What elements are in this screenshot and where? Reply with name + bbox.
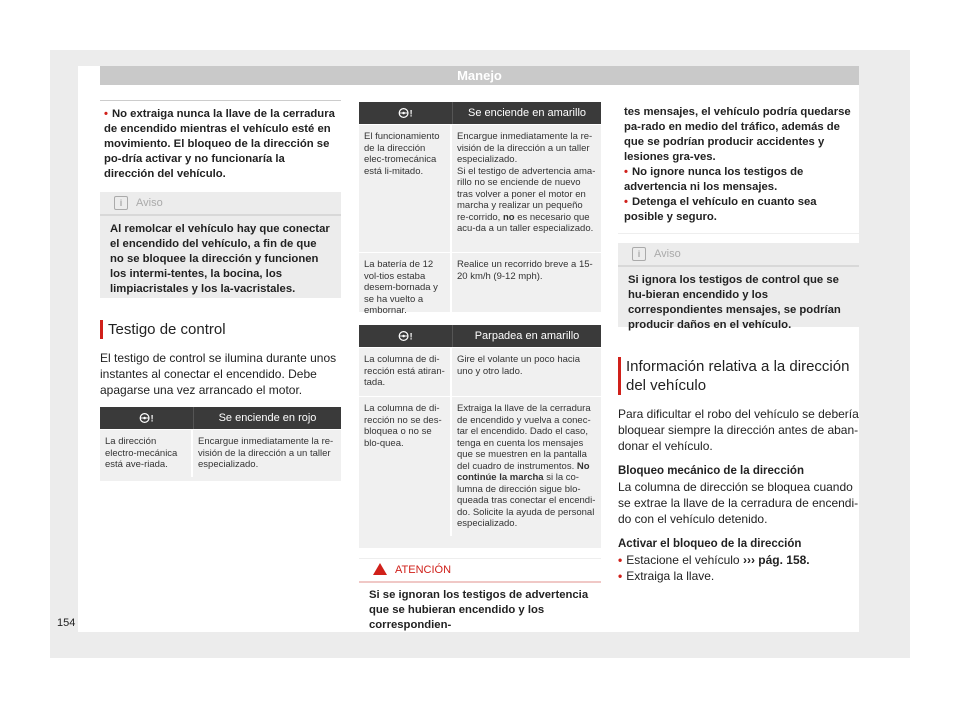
table-header <box>359 325 601 347</box>
paragraph-text: La columna de dirección se bloquea cuando se extrae la llave de la cerradura de encendi-do con el vehículo detenido. <box>618 480 859 526</box>
table-row <box>100 429 341 477</box>
warning-item: • No extraiga nunca la llave de la cerradura de encendido mientras el vehículo esté en movimiento. El bloqueo de la dirección se po-dría activar y no funcionaría la dirección del vehículo. <box>104 108 335 180</box>
table-row <box>359 396 601 536</box>
table-header-icon-cell <box>100 407 194 429</box>
table-cell-cause: La columna de di-rección no se des-bloquea o no se blo-quea. <box>359 397 452 536</box>
table-header-icon-cell <box>359 102 453 124</box>
notice-box-1 <box>100 192 341 298</box>
table-header-label: Se enciende en rojo <box>218 412 317 424</box>
atencion-box <box>359 558 601 631</box>
table-cell-cause: La dirección electro-mecánica está ave-riada. <box>100 430 193 477</box>
subheading-activar: Activar el bloqueo de la dirección <box>618 538 802 550</box>
table-row <box>359 347 601 396</box>
table-amber <box>359 102 601 316</box>
page-reference-link[interactable]: ››› pág. 158. <box>742 553 810 567</box>
svg-text:!: ! <box>409 331 413 342</box>
steering-warning-icon <box>398 106 414 120</box>
notice-box-2 <box>618 243 859 331</box>
notice-label: Aviso <box>654 248 681 260</box>
warning-item: • Detenga el vehículo en cuanto sea posible y seguro. <box>624 196 817 223</box>
action-text: Encargue inmediatamente la re-visión de la dirección a un taller especializado. <box>457 131 593 165</box>
notice-label: Aviso <box>136 197 163 209</box>
page-number: 154 <box>57 617 76 629</box>
section-title-text: Testigo de control <box>108 321 226 338</box>
info-icon: i <box>114 196 128 210</box>
section-title-text: Información relativa a la dirección del vehículo <box>626 358 850 394</box>
atencion-text: Si se ignoran los testigos de advertencia que se hubieran encendido y los correspondien- <box>369 589 589 631</box>
warning-box-continued-2 <box>618 100 859 234</box>
notice-header <box>618 243 859 267</box>
notice-text: Si ignora los testigos de control que se hu-bieran encendido y los correspondientes mensajes, se podrían producir daños en el vehículo. <box>628 274 841 331</box>
table-header <box>100 407 341 429</box>
table-cell-action <box>452 397 601 536</box>
table-header-label: Se enciende en amarillo <box>467 107 587 119</box>
paragraph-direccion <box>618 406 859 584</box>
table-row <box>359 252 601 323</box>
table-cell-cause: El funcionamiento de la dirección elec-tromecánica está li-mitado. <box>359 125 452 252</box>
notice-text: Al remolcar el vehículo hay que conectar el encendido del vehículo, a fin de que no se bloquee la dirección y funcionen los intermi-tentes, la bocina, los limpiacristales y los la-vacristales. <box>110 223 330 295</box>
page-header: Manejo <box>100 66 859 85</box>
atencion-label: ATENCIÓN <box>395 564 452 576</box>
table-header <box>359 102 601 124</box>
action-text: Si el testigo de advertencia ama-rillo no se enciende de nuevo tras volver a poner el motor en marcha y realizar un pequeño re-corrido, <box>457 165 596 223</box>
notice-header <box>100 192 341 216</box>
section-marker <box>618 357 621 395</box>
action-text: es necesario que acu-da a un taller especializado. <box>457 211 594 234</box>
steering-warning-icon <box>398 329 414 343</box>
action-emphasis: no <box>502 211 515 223</box>
step-text: Extraiga la llave. <box>626 569 715 583</box>
paragraph-testigo: El testigo de control se ilumina durante unos instantes al conectar el encendido. Debe apagarse una vez arrancado el motor. <box>100 351 337 397</box>
warning-triangle-icon <box>373 563 387 575</box>
table-cell-action: Encargue inmediatamente la re-visión de la dirección a un taller especializado. <box>198 436 334 470</box>
warning-box-continued <box>100 100 341 190</box>
column-1 <box>100 100 341 190</box>
paragraph-text: Para dificultar el robo del vehículo se debería bloquear siempre la dirección antes de aban-donar el vehículo. <box>618 407 859 453</box>
table-header-label: Parpadea en amarillo <box>474 330 580 342</box>
action-text: Extraiga la llave de la cerradura de encendido y vuelva a conec-tar el encendido. Dado el caso, tenga en cuenta los mensajes que se muestren en la pantalla del cuadro de instrumentos. <box>457 403 591 472</box>
table-red <box>100 407 341 481</box>
step-item: • Estacione el vehículo ››› pág. 158. <box>618 553 810 567</box>
section-title-testigo <box>108 320 341 339</box>
section-title-direccion <box>626 357 859 395</box>
warning-item: • No ignore nunca los testigos de advertencia ni los mensajes. <box>624 166 804 193</box>
section-marker <box>100 320 103 339</box>
table-cell-cause: La batería de 12 vol-tios estaba desem-bornada y se ha vuelto a embornar. <box>359 253 452 323</box>
step-item: • Extraiga la llave. <box>618 569 715 583</box>
warning-text: tes mensajes, el vehículo podría quedarse pa-rado en medio del tráfico, además de que se podrían producir accidentes y lesiones gra-ves. <box>624 106 851 163</box>
info-icon: i <box>632 247 646 261</box>
steering-warning-icon <box>139 411 155 425</box>
table-cell-action <box>452 125 601 252</box>
svg-text:!: ! <box>409 108 413 119</box>
action-emphasis: No continúe la marcha <box>457 460 590 483</box>
svg-text:!: ! <box>150 413 154 424</box>
table-cell-action: Realice un recorrido breve a 15-20 km/h (9-12 mph). <box>457 259 593 282</box>
table-header-icon-cell <box>359 325 453 347</box>
atencion-header <box>359 559 601 583</box>
table-blinking <box>359 325 601 548</box>
subheading-bloqueo: Bloqueo mecánico de la dirección <box>618 465 804 477</box>
step-text: Estacione el vehículo <box>626 553 740 567</box>
table-row <box>359 124 601 252</box>
table-cell-action: Gire el volante un poco hacia uno y otro lado. <box>457 354 581 377</box>
table-cell-cause: La columna de di-rección está atiran-tada. <box>359 348 452 396</box>
action-text: si la co-lumna de dirección sigue blo-queada tras conectar el encendi-do. Solicite la ayuda de personal especializado. <box>457 472 596 529</box>
